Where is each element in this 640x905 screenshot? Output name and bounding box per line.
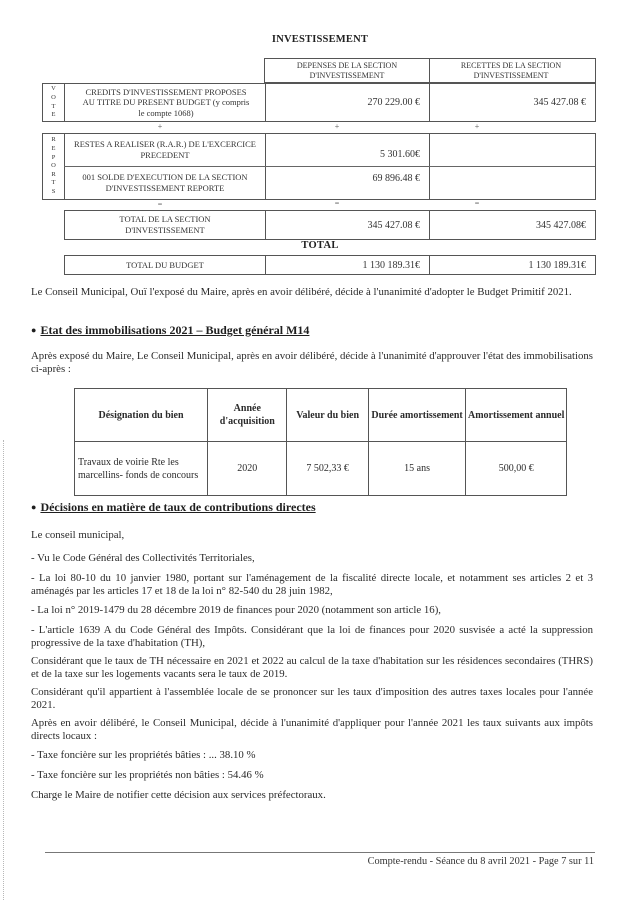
- vote-row: [42, 83, 596, 122]
- taux-item-th: Considérant que le taux de TH nécessaire en 2021 et 2022 au calcul de la taxe d'habitation sur les résidences secondaires (THRS) et de la taxe sur les logements vacants sera le taux de 2019.: [31, 655, 593, 680]
- section-heading-taux: [31, 500, 316, 515]
- footer-text: Compte-rendu - Séance du 8 avril 2021 - Page 7 sur 11: [367, 856, 594, 867]
- cell-amortissement: 500,00 €: [466, 442, 567, 496]
- total-budget-row: [64, 255, 596, 275]
- table-row: [75, 442, 567, 496]
- header-amortissement: Amortissement annuel: [466, 389, 567, 442]
- section-heading-text: Décisions en matière de taux de contributions directes: [40, 500, 316, 514]
- section-heading-text: Etat des immobilisations 2021 – Budget général M14: [40, 323, 310, 337]
- investissement-title: INVESTISSEMENT: [271, 34, 369, 45]
- header-valeur: Valeur du bien: [287, 389, 368, 442]
- plus-sign-2: +: [334, 122, 340, 131]
- total-budget-depenses: 1 130 189.31€: [362, 259, 420, 271]
- bullet-icon: ●: [31, 325, 37, 335]
- taux-item-cgct: - Vu le Code Général des Collectivités Territoriales,: [31, 552, 255, 564]
- equals-sign-2: =: [334, 199, 340, 208]
- total-budget-recettes: 1 130 189.31€: [528, 259, 586, 271]
- reports-row-solde-label: 001 SOLDE D'EXECUTION DE LA SECTION D'INVESTISSEMENT REPORTE: [82, 172, 248, 193]
- header-depenses: DEPENSES DE LA SECTION D'INVESTISSEMENT: [296, 60, 398, 80]
- total-budget-label: TOTAL DU BUDGET: [126, 259, 204, 270]
- cell-designation: Travaux de voirie Rte les marcellins- fonds de concours: [75, 442, 208, 496]
- vote-vertical-label: V O T E: [51, 85, 56, 119]
- header-recettes: RECETTES DE LA SECTION D'INVESTISSEMENT: [460, 60, 562, 80]
- immobilisations-intro: Après exposé du Maire, Le Conseil Municipal, après en avoir délibéré, décide à l'unanimité d'approuver l'état des immobilisations ci-après :: [31, 350, 593, 375]
- equals-sign-3: =: [474, 199, 480, 208]
- immobilisations-header-row: [75, 389, 567, 442]
- total-section-depenses: 345 427.08 €: [367, 219, 420, 231]
- cell-duree: 15 ans: [368, 442, 466, 496]
- total-section-recettes: 345 427.08€: [536, 219, 586, 231]
- reports-row-rar-label: RESTES A REALISER (R.A.R.) DE L'EXCERCICE PRECEDENT: [74, 139, 256, 160]
- taux-item-decision: Après en avoir délibéré, le Conseil Municipal, décide à l'unanimité d'appliquer pour l'année 2021 les taux suivants aux impôts directs locaux :: [31, 717, 593, 742]
- header-annee: Année d'acquisition: [208, 389, 287, 442]
- reports-row-rar-depenses: 5 301.60€: [380, 148, 420, 160]
- vote-depenses: 270 229.00 €: [367, 97, 420, 108]
- reports-row-solde-depenses: 69 896.48 €: [372, 172, 420, 184]
- cell-annee: 2020: [208, 442, 287, 496]
- taux-item-foncier-bati: - Taxe foncière sur les propriétés bâties : ... 38.10 %: [31, 749, 256, 761]
- scan-edge-line: [3, 440, 4, 900]
- vote-recettes: 345 427.08 €: [533, 97, 586, 108]
- adoption-paragraph: Le Conseil Municipal, Ouï l'exposé du Maire, après en avoir délibéré, décide à l'unanimité d'adopter le Budget Primitif 2021.: [31, 286, 572, 298]
- header-duree: Durée amortissement: [368, 389, 466, 442]
- reports-row-rar-recettes: [429, 134, 595, 166]
- plus-sign-3: +: [474, 122, 480, 131]
- investissement-header-row: [264, 58, 596, 83]
- reports-vertical-label: R E P O R T S: [51, 136, 56, 195]
- taux-item-loi-2019: - La loi n° 2019-1479 du 28 décembre 2019 de finances pour 2020 (notamment son article 16),: [31, 604, 441, 616]
- taux-item-article-1639: - L'article 1639 A du Code Général des Impôts. Considérant que la loi de finances pour 2020 susvisée a acté la suppression progressive de la taxe d'habitation (TH),: [31, 624, 593, 649]
- cell-valeur: 7 502,33 €: [287, 442, 368, 496]
- immobilisations-table: [74, 388, 567, 496]
- taux-item-notification: Charge le Maire de notifier cette décision aux services préfectoraux.: [31, 789, 326, 801]
- vote-label: CREDITS D'INVESTISSEMENT PROPOSES AU TITRE DU PRESENT BUDGET (y compris le compte 1068): [82, 86, 250, 118]
- taux-item-loi-1980: - La loi 80-10 du 10 janvier 1980, portant sur l'aménagement de la fiscalité directe locale, et notamment ses articles 2 et 3 aménagés par les articles 17 et 18 de la loi n° 82-540 du 28 juin 1982,: [31, 572, 593, 597]
- taux-item-assemblee: Considérant qu'il appartient à l'assemblée locale de se prononcer sur les taux d'imposition des autres taxes locales pour l'année 2021.: [31, 686, 593, 711]
- header-designation: Désignation du bien: [75, 389, 208, 442]
- total-section-label: TOTAL DE LA SECTION D'INVESTISSEMENT: [119, 214, 211, 235]
- taux-item-foncier-non-bati: - Taxe foncière sur les propriétés non bâties : 54.46 %: [31, 769, 264, 781]
- bullet-icon: ●: [31, 502, 37, 512]
- taux-intro: Le conseil municipal,: [31, 529, 125, 541]
- footer-divider: [45, 852, 595, 853]
- reports-block: [42, 133, 596, 200]
- plus-sign-1: +: [157, 122, 163, 131]
- section-heading-immobilisations: [31, 323, 309, 338]
- reports-row-solde-recettes: [429, 167, 595, 199]
- total-section-row: [64, 210, 596, 240]
- total-title: TOTAL: [301, 240, 339, 251]
- equals-sign-1: =: [157, 200, 163, 209]
